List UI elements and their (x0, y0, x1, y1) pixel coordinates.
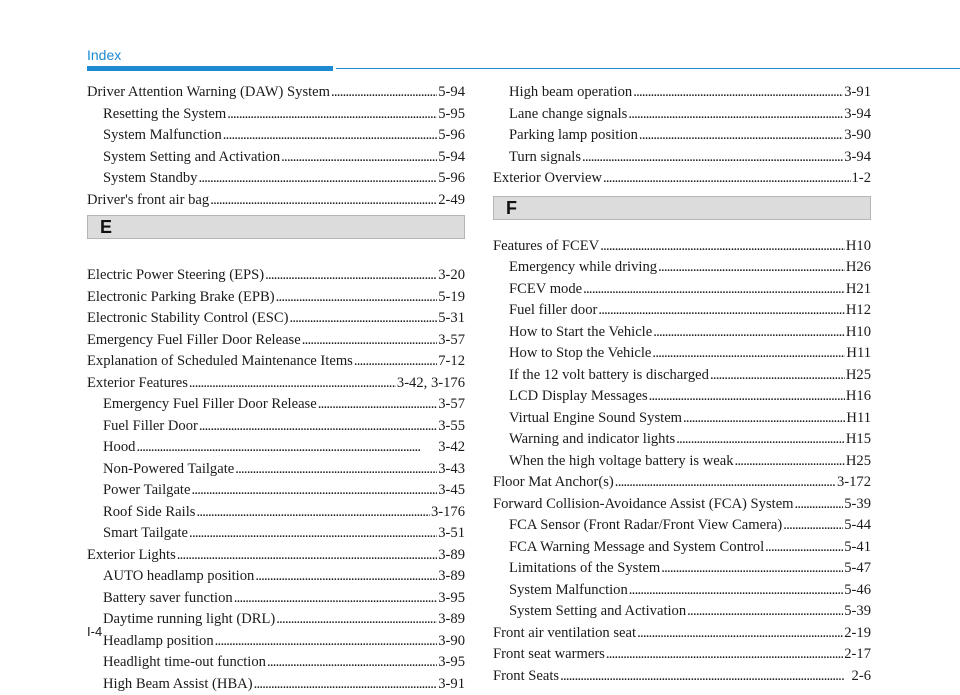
entry-label: Parking lamp position (509, 125, 638, 147)
entry-page-ref: H11 (846, 408, 871, 430)
index-subentry[interactable] (87, 631, 465, 653)
entry-label: How to Start the Vehicle (509, 322, 652, 344)
dot-leader (281, 147, 437, 169)
index-subentry[interactable] (493, 558, 871, 580)
entry-page-ref: 7-12 (438, 351, 465, 373)
entry-label: Emergency Fuel Filler Door Release (87, 330, 301, 352)
dot-leader (223, 125, 437, 147)
index-entry[interactable] (87, 351, 465, 373)
entry-label: Front Seats (493, 666, 559, 688)
entry-label: How to Stop the Vehicle (509, 343, 651, 365)
entry-page-ref: 5-39 (844, 601, 871, 623)
dot-leader (191, 480, 437, 502)
entry-page-ref: H12 (846, 300, 871, 322)
index-entry[interactable] (87, 265, 465, 287)
index-entry[interactable] (493, 494, 871, 516)
entry-label: Electronic Stability Control (ESC) (87, 308, 288, 330)
dot-leader (234, 588, 438, 610)
dot-leader (710, 365, 845, 387)
dot-leader (198, 168, 437, 190)
entry-label: FCA Warning Message and System Control (509, 537, 764, 559)
dot-leader (189, 373, 396, 395)
dot-leader (210, 190, 437, 212)
entry-page-ref: 3-57 (438, 394, 465, 416)
header-rule (336, 68, 960, 69)
dot-leader (254, 674, 438, 695)
entry-label: System Setting and Activation (103, 147, 280, 169)
entry-page-ref: 3-55 (438, 416, 465, 438)
dot-leader (649, 386, 845, 408)
index-subentry[interactable] (493, 365, 871, 387)
index-column-left (87, 82, 465, 695)
entry-page-ref: 3-172 (837, 472, 871, 494)
dot-leader (661, 558, 843, 580)
entry-label: Smart Tailgate (103, 523, 188, 545)
entry-label: Virtual Engine Sound System (509, 408, 682, 430)
entry-label: Front air ventilation seat (493, 623, 636, 645)
index-subentry[interactable] (87, 416, 465, 438)
index-subentry[interactable] (87, 609, 465, 631)
dot-leader (795, 494, 844, 516)
entry-page-ref: 5-19 (438, 287, 465, 309)
entry-page-ref: 3-89 (438, 545, 465, 567)
entry-label: Fuel Filler Door (103, 416, 198, 438)
entry-page-ref: 3-57 (438, 330, 465, 352)
entry-page-ref: 2-6 (852, 666, 871, 688)
entry-label: Features of FCEV (493, 236, 599, 258)
entry-label: Electronic Parking Brake (EPB) (87, 287, 275, 309)
index-entry[interactable] (87, 82, 465, 104)
index-subentry[interactable] (493, 451, 871, 473)
entry-page-ref: 5-47 (844, 558, 871, 580)
entry-page-ref: H15 (846, 429, 871, 451)
entry-label: System Standby (103, 168, 197, 190)
dot-leader (582, 147, 843, 169)
entry-page-ref: H26 (846, 257, 871, 279)
index-subentry[interactable] (493, 343, 871, 365)
entry-page-ref: 3-91 (438, 674, 465, 695)
dot-leader (652, 343, 845, 365)
entry-label: Exterior Overview (493, 168, 602, 190)
dot-leader (687, 601, 843, 623)
entry-page-ref: H16 (846, 386, 871, 408)
entry-page-ref: 5-39 (844, 494, 871, 516)
index-subentry[interactable] (87, 652, 465, 674)
dot-leader (560, 666, 850, 688)
entry-page-ref: 3-90 (844, 125, 871, 147)
index-subentry[interactable] (493, 601, 871, 623)
entry-label: Electric Power Steering (EPS) (87, 265, 264, 287)
index-subentry[interactable] (493, 515, 871, 537)
index-entry[interactable] (87, 545, 465, 567)
entry-page-ref: 3-91 (844, 82, 871, 104)
index-subentry[interactable] (87, 437, 465, 459)
entry-label: Fuel filler door (509, 300, 597, 322)
dot-leader (227, 104, 437, 126)
index-entry[interactable] (493, 168, 871, 190)
dot-leader (189, 523, 437, 545)
entry-label: High Beam Assist (HBA) (103, 674, 253, 695)
entry-page-ref: 5-46 (844, 580, 871, 602)
dot-leader (676, 429, 845, 451)
dot-leader (603, 168, 851, 190)
entry-label: Limitations of the System (509, 558, 660, 580)
entry-page-ref: 3-95 (438, 652, 465, 674)
index-subentry[interactable] (87, 104, 465, 126)
entry-page-ref: 3-20 (438, 265, 465, 287)
dot-leader (177, 545, 437, 567)
entry-label: Driver Attention Warning (DAW) System (87, 82, 330, 104)
index-column-right (493, 82, 871, 687)
entry-label: Lane change signals (509, 104, 627, 126)
index-subentry[interactable] (493, 300, 871, 322)
entry-page-ref: 5-95 (438, 104, 465, 126)
entry-label: Explanation of Scheduled Maintenance Items (87, 351, 353, 373)
dot-leader (583, 279, 845, 301)
dot-leader (196, 502, 430, 524)
index-subentry[interactable] (493, 147, 871, 169)
entry-page-ref: 3-89 (438, 609, 465, 631)
entry-page-ref: 3-94 (844, 147, 871, 169)
index-entry[interactable] (87, 308, 465, 330)
entry-label: If the 12 volt battery is discharged (509, 365, 709, 387)
index-subentry[interactable] (493, 104, 871, 126)
entry-page-ref: 5-96 (438, 125, 465, 147)
dot-leader (302, 330, 438, 352)
index-header-title: Index (87, 47, 121, 63)
entry-page-ref: 3-51 (438, 523, 465, 545)
index-entry[interactable] (87, 287, 465, 309)
index-entry[interactable] (87, 330, 465, 352)
index-subentry[interactable] (493, 257, 871, 279)
dot-leader (331, 82, 437, 104)
dot-leader (255, 566, 437, 588)
dot-leader (628, 104, 843, 126)
dot-leader (637, 623, 843, 645)
entry-page-ref: H10 (846, 322, 871, 344)
index-subentry[interactable] (87, 674, 465, 695)
entry-page-ref: H11 (846, 343, 871, 365)
page-number: I-4 (87, 624, 102, 639)
index-entry[interactable] (87, 373, 465, 395)
dot-leader (633, 82, 843, 104)
entry-label: System Malfunction (103, 125, 222, 147)
index-subentry[interactable] (87, 566, 465, 588)
section-header-f: F (493, 196, 871, 220)
dot-leader (783, 515, 843, 537)
entry-page-ref: 3-176 (431, 502, 465, 524)
entry-label: Forward Collision-Avoidance Assist (FCA) System (493, 494, 794, 516)
entry-label: Non-Powered Tailgate (103, 459, 234, 481)
index-subentry[interactable] (493, 429, 871, 451)
entry-page-ref: 3-90 (438, 631, 465, 653)
entry-page-ref: H21 (846, 279, 871, 301)
dot-leader (658, 257, 845, 279)
dot-leader (639, 125, 843, 147)
dot-leader (735, 451, 845, 473)
entry-page-ref: 5-94 (438, 147, 465, 169)
dot-leader (629, 580, 843, 602)
index-subentry[interactable] (493, 408, 871, 430)
entry-label: Hood (103, 437, 135, 459)
entry-label: Roof Side Rails (103, 502, 195, 524)
index-subentry[interactable] (493, 322, 871, 344)
index-entry[interactable] (493, 666, 871, 688)
entry-label: Emergency Fuel Filler Door Release (103, 394, 317, 416)
dot-leader (276, 287, 438, 309)
entry-label: Front seat warmers (493, 644, 605, 666)
entry-page-ref: 3-89 (438, 566, 465, 588)
dot-leader (598, 300, 845, 322)
index-subentry[interactable] (87, 502, 465, 524)
entry-page-ref: 5-31 (438, 308, 465, 330)
index-subentry[interactable] (493, 537, 871, 559)
entry-page-ref: 3-42, 3-176 (397, 373, 465, 395)
dot-leader (276, 609, 437, 631)
entry-page-ref: H10 (846, 236, 871, 258)
dot-leader (683, 408, 845, 430)
entry-page-ref: 3-95 (438, 588, 465, 610)
index-subentry[interactable] (87, 394, 465, 416)
index-entry[interactable] (493, 236, 871, 258)
entry-label: Exterior Features (87, 373, 188, 395)
entry-page-ref: 3-94 (844, 104, 871, 126)
entry-page-ref: 3-43 (438, 459, 465, 481)
index-subentry[interactable] (493, 82, 871, 104)
entry-page-ref: 3-42 (438, 437, 465, 459)
entry-page-ref: 2-49 (438, 190, 465, 212)
header-accent-bar (87, 66, 333, 71)
entry-label: System Malfunction (509, 580, 628, 602)
entry-label: Emergency while driving (509, 257, 657, 279)
index-subentry[interactable] (87, 168, 465, 190)
entry-page-ref: H25 (846, 451, 871, 473)
index-subentry[interactable] (87, 480, 465, 502)
entry-page-ref: 2-17 (844, 644, 871, 666)
dot-leader (600, 236, 845, 258)
index-subentry[interactable] (87, 459, 465, 481)
index-subentry[interactable] (87, 147, 465, 169)
dot-leader (765, 537, 843, 559)
index-subentry[interactable] (87, 588, 465, 610)
entry-label: Floor Mat Anchor(s) (493, 472, 614, 494)
index-entry[interactable] (493, 623, 871, 645)
index-subentry[interactable] (87, 125, 465, 147)
index-subentry[interactable] (493, 279, 871, 301)
dot-leader (215, 631, 438, 653)
dot-leader (354, 351, 437, 373)
entry-label: When the high voltage battery is weak (509, 451, 734, 473)
entry-page-ref: 3-45 (438, 480, 465, 502)
index-subentry[interactable] (493, 580, 871, 602)
entry-page-ref: H25 (846, 365, 871, 387)
entry-label: Headlight time-out function (103, 652, 266, 674)
dot-leader (606, 644, 843, 666)
index-entry[interactable] (87, 190, 465, 212)
dot-leader (267, 652, 437, 674)
entry-page-ref: 5-94 (438, 82, 465, 104)
index-entry[interactable] (493, 644, 871, 666)
entry-label: FCEV mode (509, 279, 582, 301)
index-subentry[interactable] (493, 386, 871, 408)
dot-leader (318, 394, 438, 416)
entry-label: Daytime running light (DRL) (103, 609, 275, 631)
entry-label: LCD Display Messages (509, 386, 648, 408)
entry-page-ref: 5-44 (844, 515, 871, 537)
entry-page-ref: 5-41 (844, 537, 871, 559)
entry-label: Turn signals (509, 147, 581, 169)
dot-leader (136, 437, 437, 459)
dot-leader (235, 459, 437, 481)
entry-label: FCA Sensor (Front Radar/Front View Camera) (509, 515, 782, 537)
entry-page-ref: 2-19 (844, 623, 871, 645)
index-subentry[interactable] (87, 523, 465, 545)
entry-page-ref: 1-2 (852, 168, 871, 190)
entry-page-ref: 5-96 (438, 168, 465, 190)
dot-leader (199, 416, 437, 438)
entry-label: Resetting the System (103, 104, 226, 126)
dot-leader (265, 265, 437, 287)
entry-label: Driver's front air bag (87, 190, 209, 212)
dot-leader (615, 472, 836, 494)
entry-label: Headlamp position (103, 631, 214, 653)
entry-label: High beam operation (509, 82, 632, 104)
index-entry[interactable] (493, 472, 871, 494)
entry-label: System Setting and Activation (509, 601, 686, 623)
index-subentry[interactable] (493, 125, 871, 147)
entry-label: Power Tailgate (103, 480, 190, 502)
section-header-e: E (87, 215, 465, 239)
entry-label: Battery saver function (103, 588, 233, 610)
entry-label: AUTO headlamp position (103, 566, 254, 588)
dot-leader (289, 308, 437, 330)
dot-leader (653, 322, 845, 344)
entry-label: Warning and indicator lights (509, 429, 675, 451)
entry-label: Exterior Lights (87, 545, 176, 567)
